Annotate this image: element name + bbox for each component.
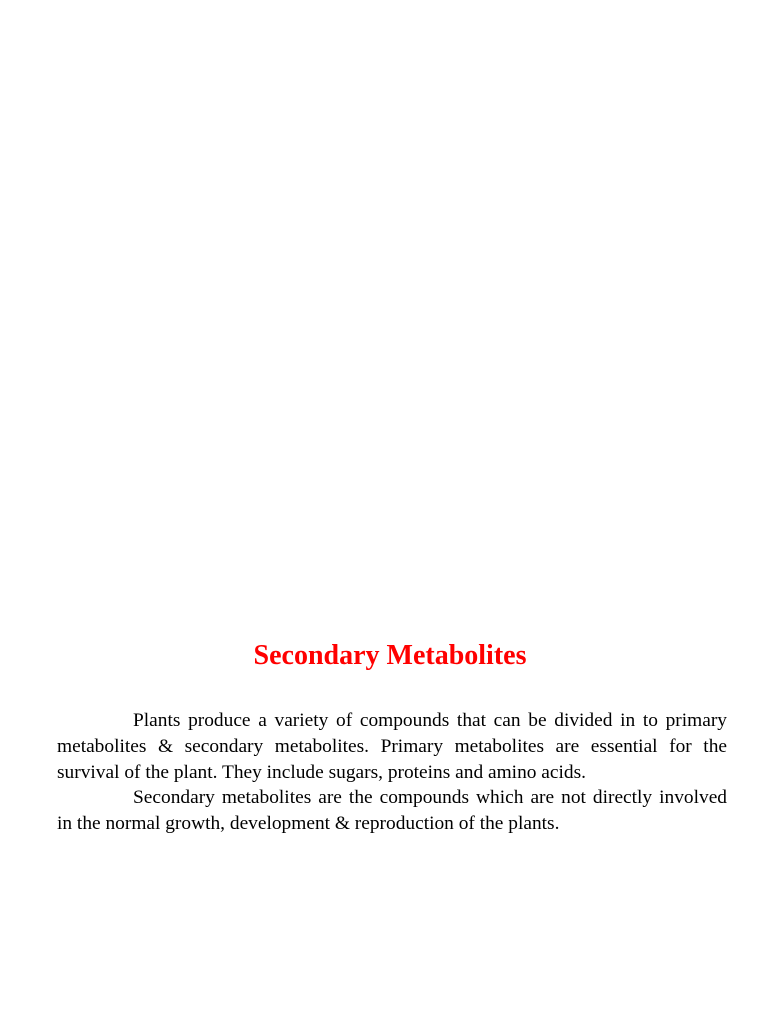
paragraph-primary-metabolites: Plants produce a variety of compounds that can be divided in to primary metabolites & secondary metabolites. Primary metabolites are essential for the survival of the plant. They include sugars, proteins and amino acids.: [57, 710, 727, 783]
document-body: [57, 708, 727, 837]
document-title: Secondary Metabolites: [253, 640, 527, 671]
paragraph-secondary-metabolites: Secondary metabolites are the compounds which are not directly involved in the normal growth, development & reproduction of the plants.: [57, 787, 727, 835]
